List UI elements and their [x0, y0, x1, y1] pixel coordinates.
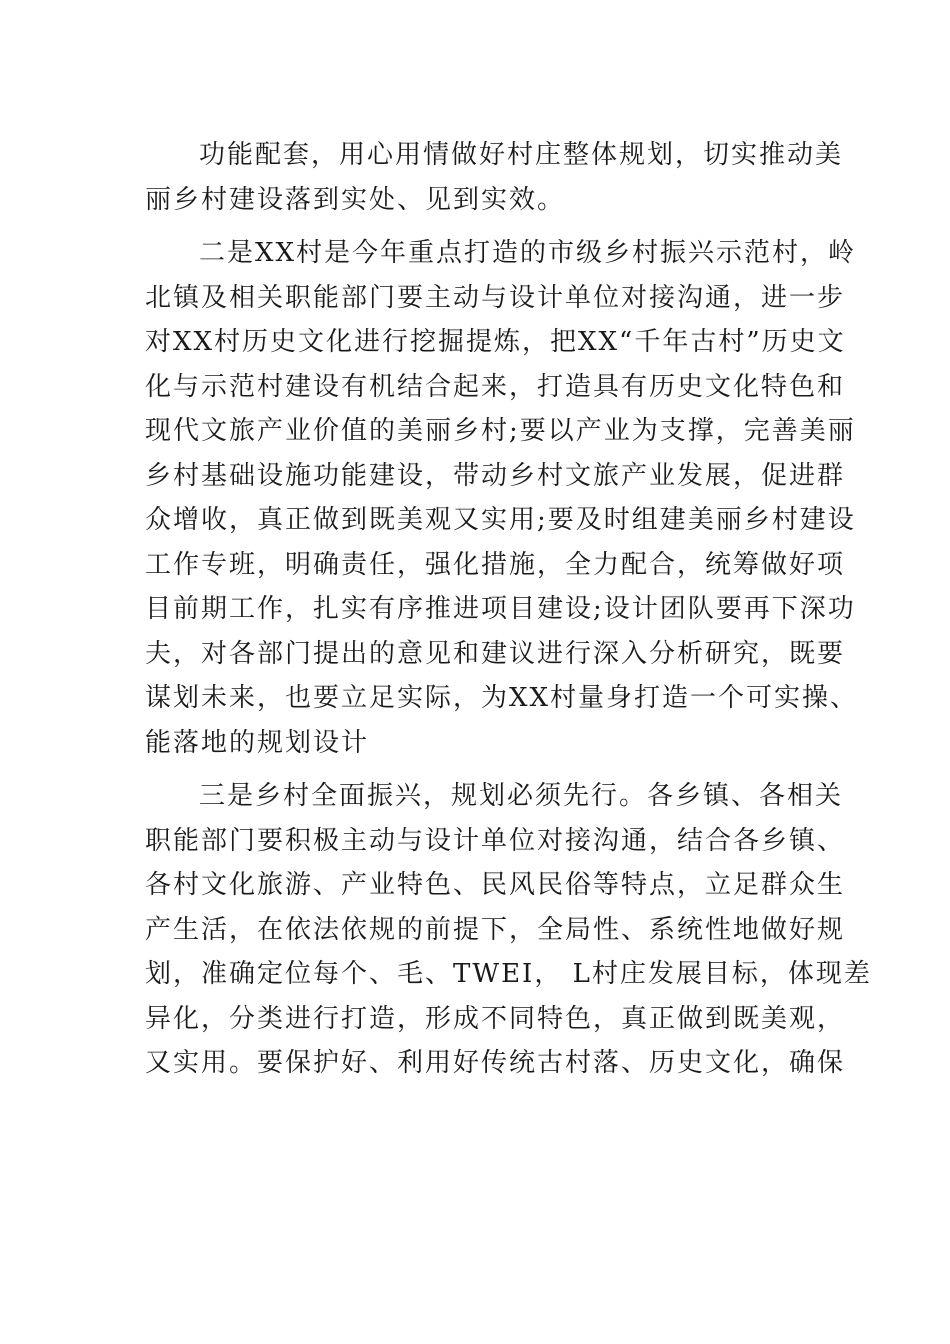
text-line: 丽乡村建设落到实处、见到实效。 — [145, 184, 566, 215]
text-line: 北镇及相关职能部门要主动与设计单位对接沟通，进一步 — [145, 282, 846, 313]
text-line: 能落地的规划设计 — [145, 727, 370, 758]
text-line: 化与示范村建设有机结合起来，打造具有历史文化特色和 — [145, 371, 846, 402]
paragraph-2 — [145, 231, 859, 765]
paragraph-3 — [145, 774, 872, 1086]
paragraph-1 — [145, 133, 844, 222]
text-line: 二是XX村是今年重点打造的市级乡村振兴示范村，岭 — [199, 238, 857, 268]
text-line: 目前期工作，扎实有序推进项目建设;设计团队要再下深功 — [145, 594, 856, 624]
text-line: 谋划未来，也要立足实际，为XX村量身打造一个可实操、 — [145, 683, 859, 713]
text-line: 众增收，真正做到既美观又实用;要及时组建美丽乡村建设 — [145, 505, 856, 535]
text-line: 现代文旅产业价值的美丽乡村;要以产业为支撑，完善美丽 — [145, 416, 856, 446]
text-line: 又实用。要保护好、利用好传统古村落、历史文化，确保 — [145, 1048, 846, 1078]
text-line: 功能配套，用心用情做好村庄整体规划，切实推动美 — [199, 140, 844, 170]
text-line: 对XX村历史文化进行挖掘提炼，把XX“千年古村”历史文 — [145, 327, 846, 357]
text-line: 乡村基础设施功能建设，带动乡村文旅产业发展，促进群 — [145, 460, 846, 491]
text-line: 异化，分类进行打造，形成不同特色，真正做到既美观， — [145, 1003, 846, 1034]
text-line: 各村文化旅游、产业特色、民风民俗等特点，立足群众生 — [145, 870, 846, 900]
document-body — [145, 133, 872, 1095]
text-line: 职能部门要积极主动与设计单位对接沟通，结合各乡镇、 — [145, 825, 846, 856]
text-line: 划，准确定位每个、毛、TWEI， L村庄发展目标，体现差 — [145, 959, 872, 989]
text-line: 产生活，在依法依规的前提下，全局性、系统性地做好规 — [145, 914, 846, 945]
text-line: 夫，对各部门提出的意见和建议进行深入分析研究，既要 — [145, 638, 846, 669]
text-line: 三是乡村全面振兴，规划必须先行。各乡镇、各相关 — [199, 781, 844, 811]
text-line: 工作专班，明确责任，强化措施，全力配合，统筹做好项 — [145, 549, 846, 580]
